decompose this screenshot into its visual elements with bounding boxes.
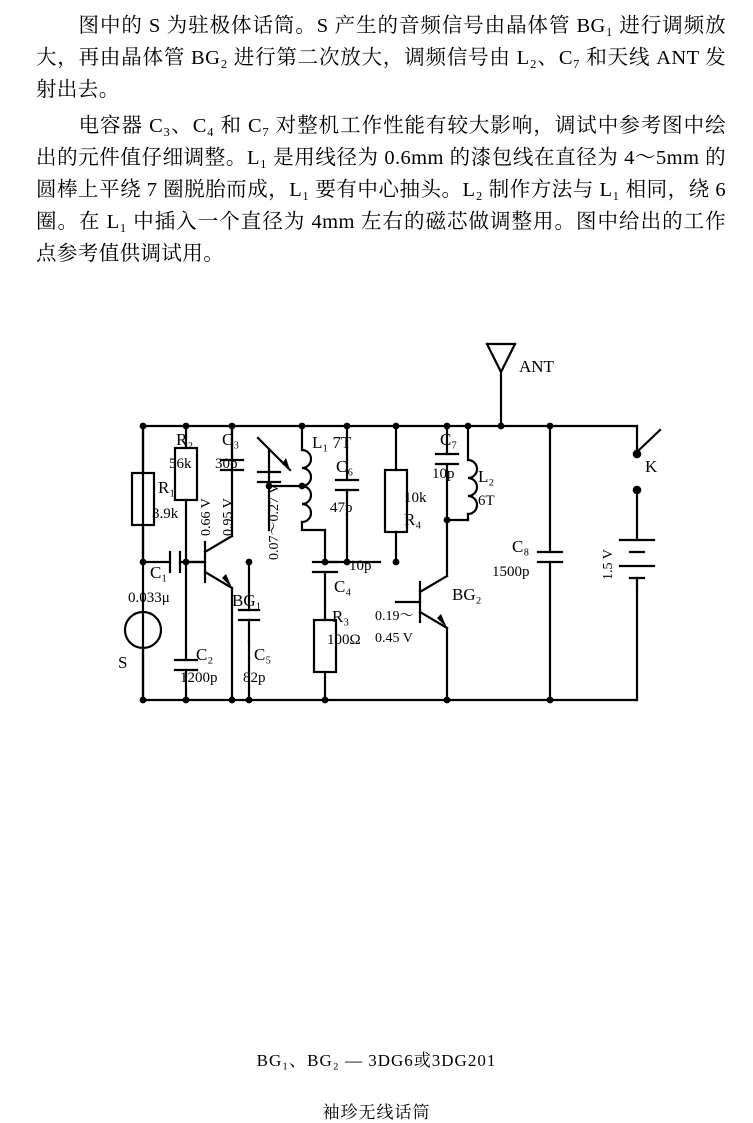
schematic-svg (0, 330, 753, 804)
article-text (36, 10, 726, 270)
paragraph-1 (36, 10, 726, 106)
label-bg2: BG₂ (452, 585, 482, 604)
label-c7-value: 10p (432, 466, 455, 482)
label-c3-value: 30p (215, 456, 238, 472)
label-c6-ref: C₆ (336, 457, 354, 476)
label-voltage-0-95: 0.95 V (221, 498, 236, 536)
label-r3-value: 100Ω (327, 632, 361, 648)
label-r3-ref: R₃ (332, 607, 350, 626)
transistor-note: BG₁、BG₂ — 3DG6或3DG201 (256, 1051, 497, 1070)
paragraph-2-text: 电容器 C₃、C₄ 和 C₇ 对整机工作性能有较大影响，调试中参考图中绘出的元件值仔细调整。L₁ 是用线径为 0.6mm 的漆包线在直径为 4～5mm 的圆棒上平绕 7 圈脱胎而成，L₁ 要有中心抽头。L₂ 制作方法与 L₁ 相同，绕 6 圈。在 L₁ 中插入一个直径为 4mm 左右的磁芯做调整用。图中给出的工作点参考值供调试用。 (36, 115, 726, 265)
label-c8-value: 1500p (492, 564, 530, 580)
label-r4-ref: R₄ (404, 510, 422, 529)
label-voltage-bg1-range: 0.07～0.27 V (267, 483, 282, 560)
paragraph-2 (36, 110, 726, 270)
label-c5-value: 82p (243, 670, 266, 686)
label-l2-value: 6T (478, 493, 495, 509)
label-c2-ref: C₂ (196, 645, 214, 664)
paragraph-1-text: 图中的 S 为驻极体话筒。S 产生的音频信号由晶体管 BG₁ 进行调频放大，再由晶体管 BG₂ 进行第二次放大，调频信号由 L₂、C₇ 和天线 ANT 发射出去。 (36, 15, 726, 101)
label-c5-ref: C₅ (254, 645, 272, 664)
label-c4-value: 10p (349, 558, 372, 574)
label-mic: S (118, 653, 128, 672)
label-l2-ref: L₂ (478, 467, 495, 486)
label-r4-value: 10k (404, 490, 427, 506)
label-c1-value: 0.033μ (128, 590, 170, 606)
label-voltage-bg2-low: 0.19～ (375, 609, 414, 624)
label-bg1: BG₁ (232, 591, 262, 610)
circuit-schematic (0, 330, 753, 1122)
label-r2-ref: R₂ (176, 430, 194, 449)
label-c7-ref: C₇ (440, 430, 458, 449)
label-voltage-0-66: 0.66 V (199, 498, 214, 536)
figure-title: 袖珍无线话筒 (322, 1103, 431, 1122)
label-c4-ref: C₄ (334, 577, 352, 596)
label-c8-ref: C₈ (512, 537, 530, 556)
label-c2-value: 1200p (180, 670, 218, 686)
label-r1-ref: R₁ (158, 478, 176, 497)
label-antenna: ANT (519, 357, 554, 376)
label-c6-value: 47p (330, 500, 353, 516)
label-l1: L₁ 7T (312, 433, 352, 452)
label-r1-value: 3.9k (152, 506, 179, 522)
label-battery-voltage: 1.5 V (601, 549, 616, 580)
label-switch: K (645, 457, 658, 476)
label-c3-ref: C₃ (222, 430, 240, 449)
label-voltage-bg2-high: 0.45 V (375, 631, 413, 646)
label-c1-ref: C₁ (150, 563, 168, 582)
label-r2-value: 56k (169, 456, 192, 472)
